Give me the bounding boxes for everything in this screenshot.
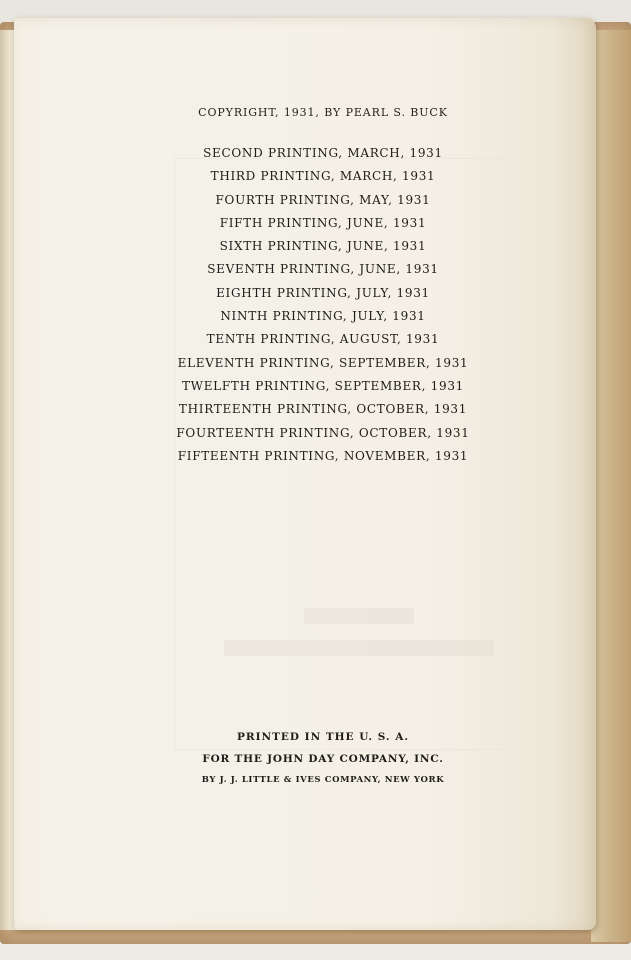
show-through-text xyxy=(224,640,494,656)
show-through-text xyxy=(304,608,414,624)
publisher-line: FOR THE JOHN DAY COMPANY, INC. xyxy=(202,753,444,765)
printing-entry: FIFTEENTH PRINTING, NOVEMBER, 1931 xyxy=(177,448,469,463)
printing-entry: SECOND PRINTING, MARCH, 1931 xyxy=(203,146,443,160)
printing-entry: SIXTH PRINTING, JUNE, 1931 xyxy=(219,239,427,254)
printing-entry: EIGHTH PRINTING, JULY, 1931 xyxy=(216,285,430,300)
printing-entry: FOURTH PRINTING, MAY, 1931 xyxy=(215,192,431,207)
printing-entry: TWELFTH PRINTING, SEPTEMBER, 1931 xyxy=(181,378,465,393)
printing-entry: FOURTEENTH PRINTING, OCTOBER, 1931 xyxy=(176,425,470,440)
printing-history-list xyxy=(14,142,596,468)
printing-entry: NINTH PRINTING, JULY, 1931 xyxy=(220,309,426,324)
printing-entry: THIRD PRINTING, MARCH, 1931 xyxy=(210,169,436,184)
printed-in-line: PRINTED IN THE U. S. A. xyxy=(236,731,410,743)
printer-line: BY J. J. LITTLE & IVES COMPANY, NEW YORK xyxy=(201,775,445,785)
copyright-notice: COPYRIGHT, 1931, BY PEARL S. BUCK xyxy=(198,106,448,119)
printing-entry: ELEVENTH PRINTING, SEPTEMBER, 1931 xyxy=(177,355,469,370)
printing-entry: SEVENTH PRINTING, JUNE, 1931 xyxy=(207,262,439,277)
copyright-page xyxy=(14,18,596,930)
printing-entry: FIFTH PRINTING, JUNE, 1931 xyxy=(219,215,427,230)
printing-entry: TENTH PRINTING, AUGUST, 1931 xyxy=(206,332,440,347)
printer-colophon xyxy=(14,726,596,790)
printing-entry: THIRTEENTH PRINTING, OCTOBER, 1931 xyxy=(178,402,468,417)
page-stack-edge xyxy=(591,30,631,942)
